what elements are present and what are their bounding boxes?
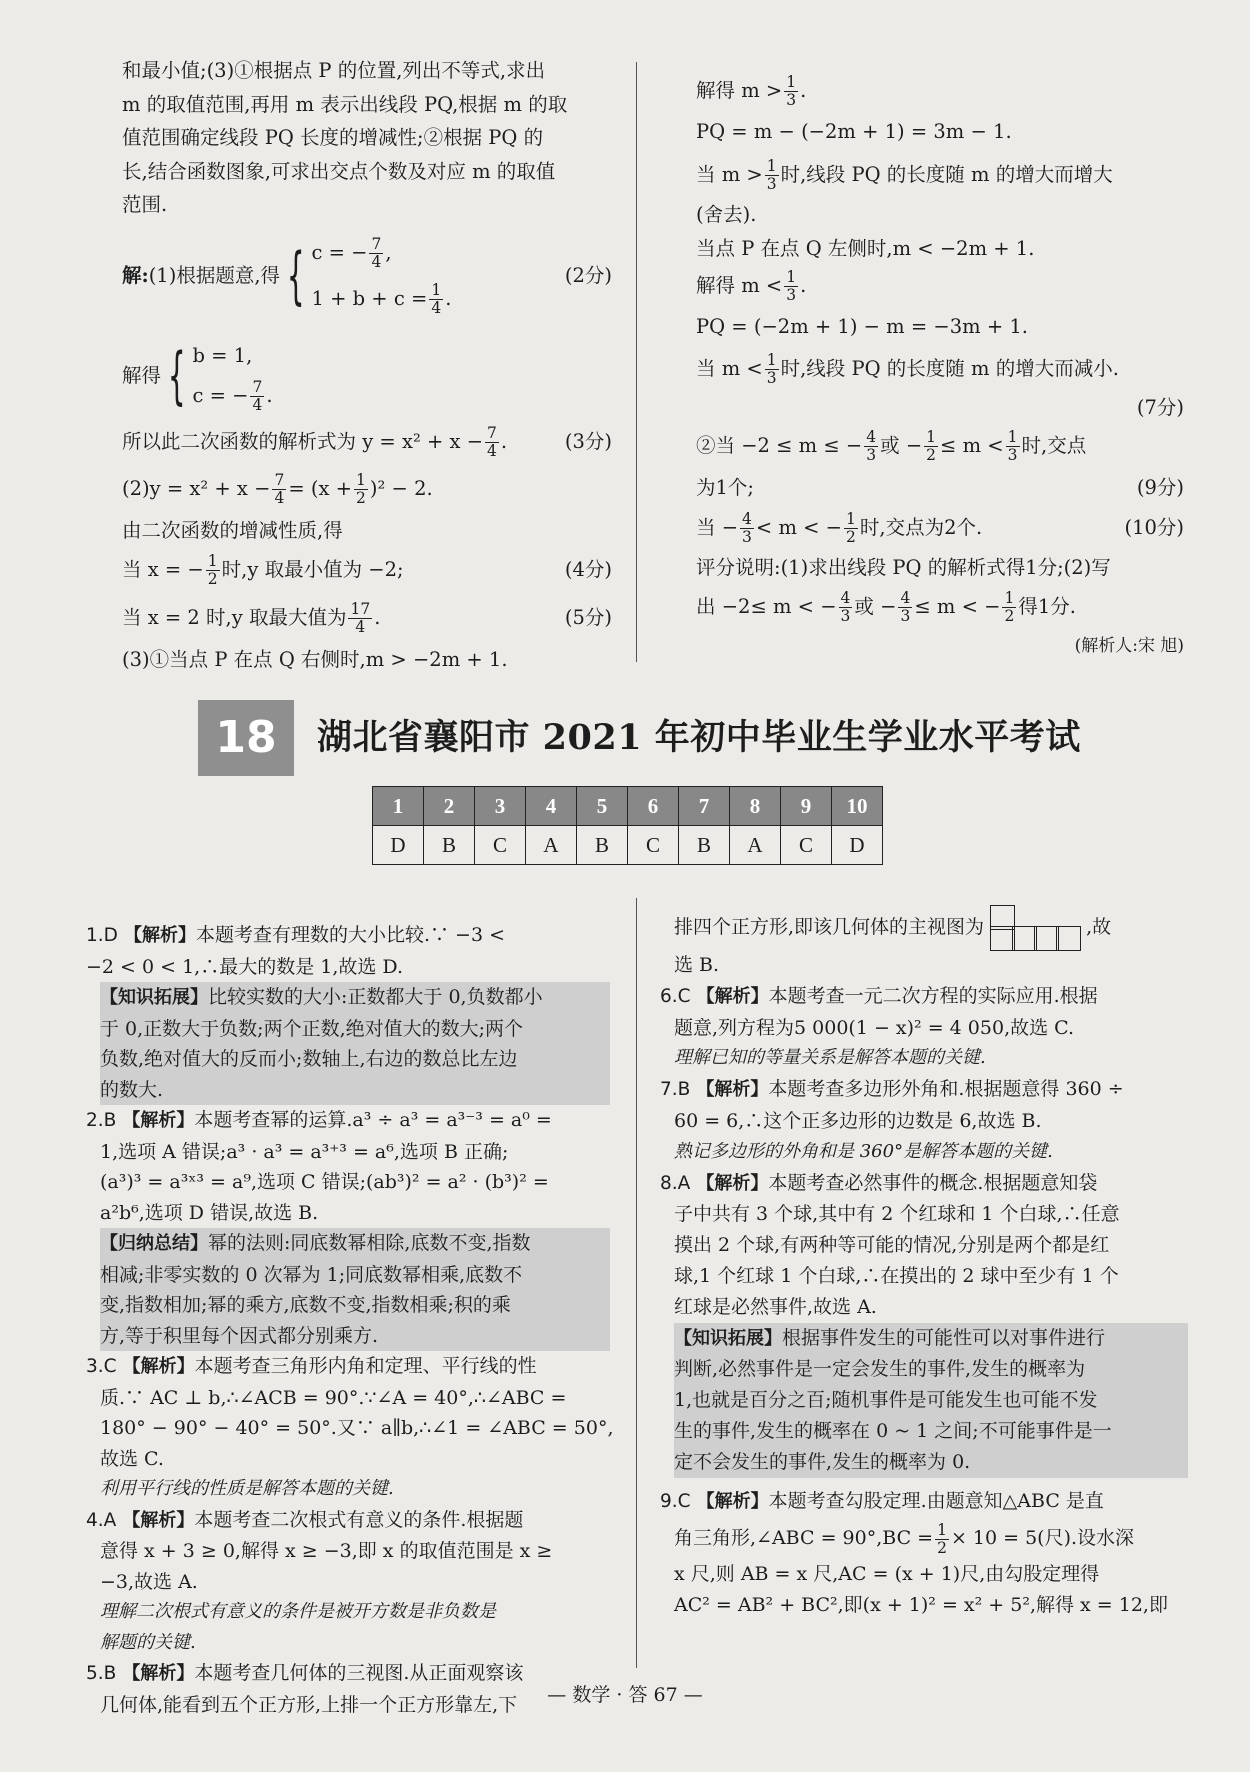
equation: c = − [311,240,368,264]
answer-value-row [373,826,883,865]
solved-system: 解得 { b = 1, c = − $\frac{7}{4}$ . [122,332,612,420]
equation: b = 1, [192,343,253,367]
text-line: 红球是必然事件,故选 A. [674,1295,877,1318]
text: = (x + [288,476,353,500]
summary-box: 【归纳总结】幂的法则:同底数幂相除,底数不变,指数 相减;非零实数的 0 次幂为 1;同底数幂相乘,底数不 变,指数相加;幂的乘方,底数不变,指数相乘;积的乘 方,等于积里每个因式都分别乘方. [100,1228,610,1351]
note: 理解二次根式有意义的条件是被开方数是非负数是 [100,1601,496,1622]
text-line: 负数,绝对值大的反而小;数轴上,右边的数总比左边 [100,1048,518,1070]
fraction: $\frac{4}{3}$ [900,589,911,625]
note: 理解已知的等量关系是解答本题的关键. [674,1047,986,1069]
note: 解题的关键. [100,1631,196,1653]
answer-cell: A [526,826,577,865]
knowledge-box: 【知识拓展】比较实数的大小:正数都大于 0,负数都小 于 0,正数大于负数;两个正数,绝对值大的数大;两个 负数,绝对值大的反而小;数轴上,右边的数总比左边 的数大. [100,982,610,1105]
text-line: 变,指数相加;幂的乘方,底数不变,指数相乘;积的乘 [100,1294,511,1316]
question-1: 1.D 【解析】本题考查有理数的大小比较.∵ −3 < [86,924,506,946]
math-line [696,421,1184,471]
text: 解得 m < [696,274,783,297]
fraction: $\frac{1}{4}$ [431,280,442,317]
text: 时,线段 PQ 的长度随 m 的增大而减小. [780,357,1119,380]
equation-system: c = − $\frac{7}{4}$ , 1 + b + c = $\frac{1}{4}$ . [311,234,452,317]
fraction: $\frac{4}{3}$ [866,428,877,464]
question-5: 5.B 【解析】本题考查几何体的三视图.从正面观察该 [86,1662,524,1684]
fraction: $\frac{1}{3}$ [766,351,777,387]
fraction: $\frac{1}{3}$ [1007,428,1018,464]
text: 当 x = 2 时,y 取最大值为 [122,606,347,629]
min-line [122,547,612,593]
text: 得1分. [1018,595,1076,618]
solution-text: (1)根据题意,得 [148,263,281,287]
score: (9分) [1136,476,1184,499]
text-line: 范围. [122,193,168,216]
vertex-line [122,464,612,514]
answer-header: 8 [730,787,781,826]
answer-cell: B [424,826,475,865]
text-line: 于 0,正数大于负数;两个正数,绝对值大的数大;两个 [100,1017,524,1040]
text-line: 的数大. [100,1078,164,1101]
fraction: $\frac{7}{4}$ [487,423,497,460]
text-line: (舍去). [696,203,757,226]
text: < m < − [755,515,843,539]
text-line: 60 = 6,∴这个正多边形的边数是 6,故选 B. [674,1109,1042,1132]
function-line: 所以此二次函数的解析式为 y = x² + x − $\frac{7}{4}$ . (3分) [122,420,612,464]
text-line: 当点 P 在点 Q 左侧时,m < −2m + 1. [696,236,1035,260]
answer-cell: D [373,826,424,865]
text: ②当 −2 ≤ m ≤ − [696,434,863,457]
answer-header: 6 [628,787,679,826]
question-2: 2.B 【解析】本题考查幂的运算.a³ ÷ a³ = a³⁻³ = a⁰ = [86,1109,552,1131]
fraction: $\frac{4}{3}$ [840,589,851,625]
text: 当 − [696,515,739,539]
score: (3分) [564,429,612,453]
text-line: 1,也就是百分之百;随机事件是可能发生也可能不发 [674,1389,1098,1412]
text-line: 生的事件,发生的概率在 0 ~ 1 之间;不可能事件是一 [674,1419,1112,1442]
fraction: $\frac{4}{3}$ [742,509,752,546]
text: ≤ m < − [914,595,1001,618]
answer-table [372,786,883,865]
text: (2)y = x² + x − [122,476,271,500]
answer-header: 2 [424,787,475,826]
text-line: PQ = (−2m + 1) − m = −3m + 1. [696,315,1028,338]
text-line: −3,故选 A. [100,1570,198,1593]
answer-header: 7 [679,787,730,826]
answer-header: 4 [526,787,577,826]
page-footer: — 数学 · 答 67 — [547,1684,703,1706]
answer-cell: B [577,826,628,865]
text-line: 为1个; (9分) [696,471,1184,505]
score: (4分) [564,558,612,581]
math-line: 角三角形,∠ABC = 90°,BC = $\frac{1}{2}$ × 10 = 5(尺).设水深 [674,1520,1135,1557]
analyst: (解析人:宋 旭) [1074,636,1184,656]
section-number: 18 [198,700,294,776]
question-6: 6.C 【解析】本题考查一元二次方程的实际应用.根据 [660,984,1098,1007]
answer-header: 5 [577,787,628,826]
left-brace: { [167,338,186,412]
text-line: 1,选项 A 错误;a³ · a³ = a³⁺³ = a⁶,选项 B 正确; [100,1140,509,1163]
bottom-left-column [86,920,614,1720]
answer-cell: C [475,826,526,865]
question-3: 3.C 【解析】本题考查三角形内角和定理、平行线的性 [86,1355,537,1377]
knowledge-box: 【知识拓展】根据事件发生的可能性可以对事件进行 判断,必然事件是一定会发生的事件,发生的概率为 1,也就是百分之百;随机事件是可能发生也可能不发 生的事件,发生的概率在 0 ~ 1 之间;不可能事件是一 定不会发生的事件,发生的概率为 0. [674,1323,1188,1478]
solution-1 [122,226,612,326]
text-line: 180° − 90° − 40° = 50°.又∵ a∥b,∴∠1 = ∠ABC = 50°, [100,1417,614,1439]
fraction: $\frac{1}{3}$ [786,73,797,109]
text-line: x 尺,则 AB = x 尺,AC = (x + 1)尺,由勾股定理得 [674,1563,1100,1586]
equation: c = − [192,383,249,407]
fraction: $\frac{1}{3}$ [766,157,777,193]
text: 时,交点为2个. [859,515,983,539]
fraction: $\frac{7}{4}$ [274,470,285,507]
answer-header: 3 [475,787,526,826]
answer-header: 9 [781,787,832,826]
answer-cell: C [781,826,832,865]
text-line: 几何体,能看到五个正方形,上排一个正方形靠左,下 [100,1693,518,1716]
text-line: 子中共有 3 个球,其中有 2 个红球和 1 个白球,∴任意 [674,1203,1120,1226]
question-7: 7.B 【解析】本题考查多边形外角和.根据题意得 360 ÷ [660,1078,1124,1101]
fraction: $\frac{1}{2}$ [937,1520,947,1557]
score: (7分) [1136,396,1184,419]
score: (5分) [564,606,612,629]
fraction: $\frac{1}{2}$ [207,552,218,588]
answer-header: 10 [832,787,883,826]
fraction: $\frac{7}{4}$ [252,377,263,414]
text-line: m 的取值范围,再用 m 表示出线段 PQ,根据 m 的取 [122,92,568,116]
answer-cell: A [730,826,781,865]
text: ≤ m < [940,434,1004,457]
text-line: 值范围确定线段 PQ 长度的增减性;②根据 PQ 的 [122,126,544,149]
text-line: (a³)³ = a³ˣ³ = a⁹,选项 C 错误;(ab³)² = a² · (b³)² = [100,1171,549,1193]
text: 时,线段 PQ 的长度随 m 的增大而增大 [780,163,1113,186]
math-line: 解得 m < $\frac{1}{3}$ . [696,268,807,304]
text-line: 和最小值;(3)①根据点 P 的位置,列出不等式,求出 [122,59,546,82]
text-line: AC² = AB² + BC²,即(x + 1)² = x² + 5²,解得 x = 12,即 [674,1594,1168,1617]
math-line: 解得 m > $\frac{1}{3}$ . [696,73,807,109]
text-line: a²b⁶,选项 D 错误,故选 B. [100,1201,319,1224]
max-line: 当 x = 2 时,y 取最大值为 $\frac{17}{4}$ . (5分) [122,593,612,643]
text-line: 意得 x + 3 ≥ 0,解得 x ≥ −3,即 x 的取值范围是 x ≥ [100,1540,553,1562]
math-line [696,505,1184,551]
text-line: 球,1 个红球 1 个白球,∴在摸出的 2 球中至少有 1 个 [674,1264,1119,1287]
text: 当 x = − [122,558,204,581]
solution-label: 解: [122,263,149,287]
answer-cell: D [832,826,883,865]
figure-square [1056,926,1081,951]
text-line: 由二次函数的增减性质,得 [122,518,343,542]
text-line: 质.∵ AC ⊥ b,∴∠ACB = 90°.∵∠A = 40°,∴∠ABC = [100,1386,567,1409]
fraction: $\frac{1}{2}$ [356,470,366,507]
top-left-column [122,54,612,677]
fraction: $\frac{17}{4}$ [350,600,371,636]
text-line: 方,等于积里每个因式都分别乘方. [100,1324,379,1347]
text-line: 故选 C. [100,1447,164,1470]
answer-header: 1 [373,787,424,826]
text-line: 摸出 2 个球,有两种等可能的情况,分别是两个都是红 [674,1234,1110,1257]
bottom-right-column [660,904,1188,1621]
answer-cell: C [628,826,679,865]
text-line: 定不会发生的事件,发生的概率为 0. [674,1450,971,1473]
left-brace: { [286,238,305,312]
question-5-cont: 排四个正方形,即该几何体的主视图为 ,故 [660,904,1188,950]
score: (10分) [1124,515,1184,539]
text: 当 m < [696,357,763,380]
fraction: $\frac{7}{4}$ [371,234,382,271]
text-line: 判断,必然事件是一定会发生的事件,发生的概率为 [674,1358,1086,1381]
answer-cell: B [679,826,730,865]
text: 当 m > [696,163,763,186]
column-divider [636,898,637,1668]
math-line [696,152,1184,198]
question-9: 9.C 【解析】本题考查勾股定理.由题意知△ABC 是直 [660,1489,1104,1512]
text: 或 − [880,434,923,457]
fraction: $\frac{1}{2}$ [846,509,856,546]
equation: 1 + b + c = [311,286,428,310]
text: 解得 m > [696,79,783,102]
top-right-column [696,70,1184,664]
fraction: $\frac{1}{2}$ [926,428,937,464]
text-line: −2 < 0 < 1,∴最大的数是 1,故选 D. [86,955,404,978]
fraction: $\frac{1}{3}$ [786,268,797,304]
fraction: $\frac{1}{2}$ [1004,589,1015,625]
solved-label: 解得 [122,363,162,387]
text-line: 长,结合函数图象,可求出交点个数及对应 m 的取值 [122,159,556,183]
text: 时,y 取最小值为 −2; [221,558,404,581]
section-title: 湖北省襄阳市 2021 年初中毕业生学业水平考试 [317,717,1081,758]
text-line: 选 B. [674,954,720,976]
math-line [696,347,1184,391]
text: 或 − [854,595,897,618]
text-line: PQ = m − (−2m + 1) = 3m − 1. [696,120,1012,143]
column-divider [636,62,637,662]
text: 出 −2≤ m < − [696,595,837,618]
text-line: 相减;非零实数的 0 次幂为 1;同底数幂相乘,底数不 [100,1263,523,1286]
question-4: 4.A 【解析】本题考查二次根式有意义的条件.根据题 [86,1508,524,1531]
question-8: 8.A 【解析】本题考查必然事件的概念.根据题意知袋 [660,1171,1098,1194]
text-line: (3)①当点 P 在点 Q 右侧时,m > −2m + 1. [122,648,508,671]
text-line: 题意,列方程为5 000(1 − x)² = 4 050,故选 C. [674,1016,1075,1039]
text-line: 评分说明:(1)求出线段 PQ 的解析式得1分;(2)写 [696,555,1111,579]
front-view-figure [990,905,1086,951]
score: (2分) [564,263,612,287]
text: )² − 2. [369,476,433,500]
answer-header-row [373,787,883,826]
note: 利用平行线的性质是解答本题的关键. [100,1478,394,1499]
text: 时,交点 [1021,434,1087,457]
note: 熟记多边形的外角和是 360°是解答本题的关键. [674,1140,1053,1162]
math-line [696,584,1184,630]
text: 所以此二次函数的解析式为 y = x² + x − [122,429,484,453]
